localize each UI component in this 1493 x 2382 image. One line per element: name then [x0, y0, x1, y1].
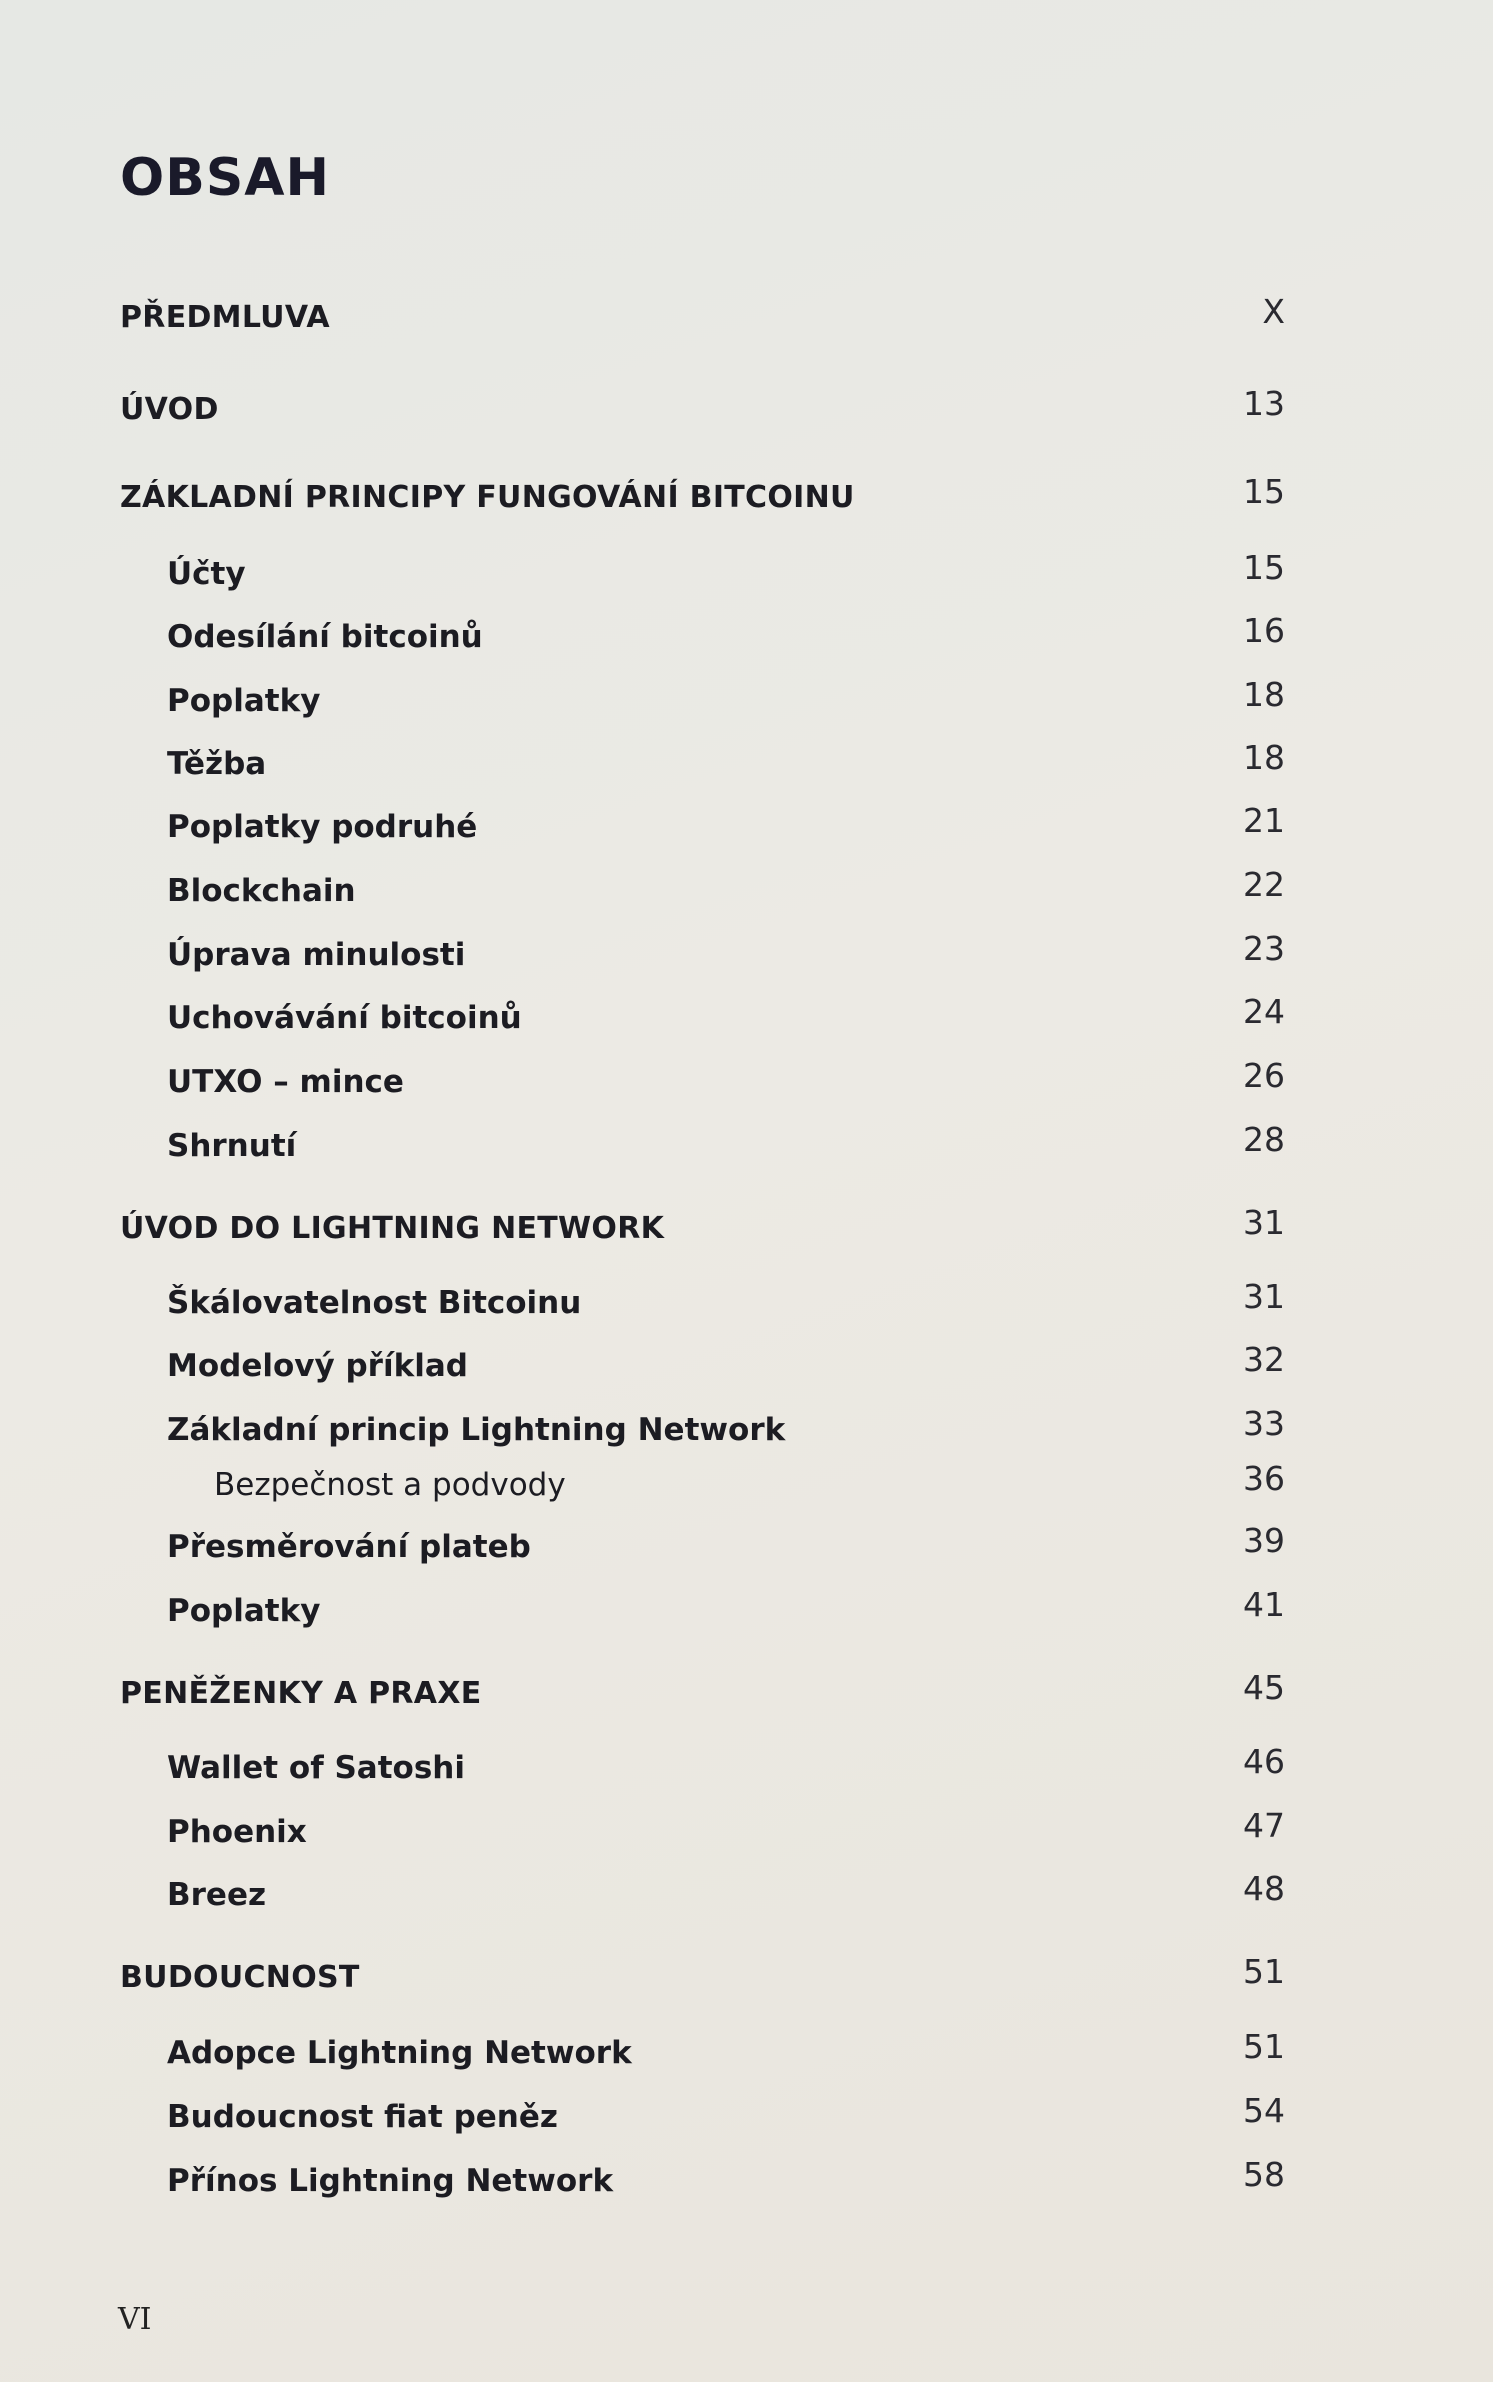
- page-number: 33: [1243, 1404, 1285, 1443]
- section-entry: [0, 929, 1493, 987]
- page-number: X: [1262, 292, 1285, 331]
- section-entry: [0, 2091, 1493, 2149]
- section-title: Odesílání bitcoinů: [167, 619, 483, 655]
- chapter-entry: [0, 1203, 1493, 1261]
- page-number: 18: [1243, 738, 1285, 777]
- section-entry: [0, 992, 1493, 1050]
- page-number: 18: [1243, 675, 1285, 714]
- section-title: UTXO – mince: [167, 1064, 404, 1100]
- page-number: 21: [1243, 801, 1285, 840]
- page-number: 47: [1243, 1806, 1285, 1845]
- subsection-entry: [0, 1459, 1493, 1517]
- page-number: 45: [1243, 1668, 1285, 1707]
- section-title: Modelový příklad: [167, 1348, 468, 1384]
- page-number: 15: [1243, 472, 1285, 511]
- section-title: Breez: [167, 1877, 267, 1913]
- section-entry: [0, 1056, 1493, 1114]
- section-title: Úprava minulosti: [167, 937, 466, 973]
- section-entry: [0, 2027, 1493, 2085]
- page-number: 54: [1243, 2091, 1285, 2130]
- chapter-title: ÚVOD DO LIGHTNING NETWORK: [120, 1211, 665, 1246]
- subsection-title: Bezpečnost a podvody: [214, 1467, 566, 1503]
- section-title: Phoenix: [167, 1814, 307, 1850]
- section-title: Poplatky: [167, 1593, 321, 1629]
- section-entry: [0, 801, 1493, 859]
- section-entry: [0, 1869, 1493, 1927]
- section-title: Těžba: [167, 746, 267, 782]
- chapter-title: BUDOUCNOST: [120, 1960, 360, 1995]
- section-title: Wallet of Satoshi: [167, 1750, 465, 1786]
- page-number: 31: [1243, 1277, 1285, 1316]
- section-entry: [0, 611, 1493, 669]
- page-number: 39: [1243, 1521, 1285, 1560]
- section-entry: [0, 1277, 1493, 1335]
- page-number: 31: [1243, 1203, 1285, 1242]
- chapter-title: ZÁKLADNÍ PRINCIPY FUNGOVÁNÍ BITCOINU: [120, 480, 855, 515]
- section-title: Adopce Lightning Network: [167, 2035, 632, 2071]
- section-entry: [0, 1585, 1493, 1643]
- page-number: 32: [1243, 1340, 1285, 1379]
- page-number: 58: [1243, 2155, 1285, 2194]
- page-number: 16: [1243, 611, 1285, 650]
- section-title: Blockchain: [167, 873, 356, 909]
- chapter-entry: [0, 1668, 1493, 1726]
- section-title: Budoucnost fiat peněz: [167, 2099, 558, 2135]
- section-entry: [0, 1120, 1493, 1178]
- section-title: Základní princip Lightning Network: [167, 1412, 786, 1448]
- chapter-title: ÚVOD: [120, 392, 219, 427]
- section-entry: [0, 1742, 1493, 1800]
- page-number: 23: [1243, 929, 1285, 968]
- page-number: 48: [1243, 1869, 1285, 1908]
- page-number: 26: [1243, 1056, 1285, 1095]
- section-entry: [0, 548, 1493, 606]
- section-entry: [0, 2155, 1493, 2213]
- section-title: Účty: [167, 556, 246, 592]
- section-entry: [0, 1806, 1493, 1864]
- section-title: Shrnutí: [167, 1128, 297, 1164]
- page-number: 28: [1243, 1120, 1285, 1159]
- page-number: 22: [1243, 865, 1285, 904]
- chapter-entry: [0, 1952, 1493, 2010]
- section-entry: [0, 738, 1493, 796]
- page-folio: VI: [118, 2302, 152, 2337]
- section-entry: [0, 1340, 1493, 1398]
- page-number: 15: [1243, 548, 1285, 587]
- page-number: 36: [1243, 1459, 1285, 1498]
- chapter-title: PENĚŽENKY A PRAXE: [120, 1676, 482, 1711]
- section-title: Přínos Lightning Network: [167, 2163, 614, 2199]
- section-title: Škálovatelnost Bitcoinu: [167, 1285, 582, 1321]
- chapter-title: PŘEDMLUVA: [120, 300, 330, 335]
- section-entry: [0, 865, 1493, 923]
- chapter-entry: [0, 292, 1493, 350]
- section-title: Uchovávání bitcoinů: [167, 1000, 522, 1036]
- section-title: Poplatky: [167, 683, 321, 719]
- page-title: OBSAH: [120, 148, 331, 208]
- section-entry: [0, 1521, 1493, 1579]
- section-entry: [0, 675, 1493, 733]
- chapter-entry: [0, 384, 1493, 442]
- section-title: Přesměrování plateb: [167, 1529, 531, 1565]
- page-number: 51: [1243, 1952, 1285, 1991]
- page-number: 13: [1243, 384, 1285, 423]
- section-entry: [0, 1404, 1493, 1462]
- page-number: 51: [1243, 2027, 1285, 2066]
- page-number: 24: [1243, 992, 1285, 1031]
- page-number: 46: [1243, 1742, 1285, 1781]
- page-number: 41: [1243, 1585, 1285, 1624]
- chapter-entry: [0, 472, 1493, 530]
- section-title: Poplatky podruhé: [167, 809, 478, 845]
